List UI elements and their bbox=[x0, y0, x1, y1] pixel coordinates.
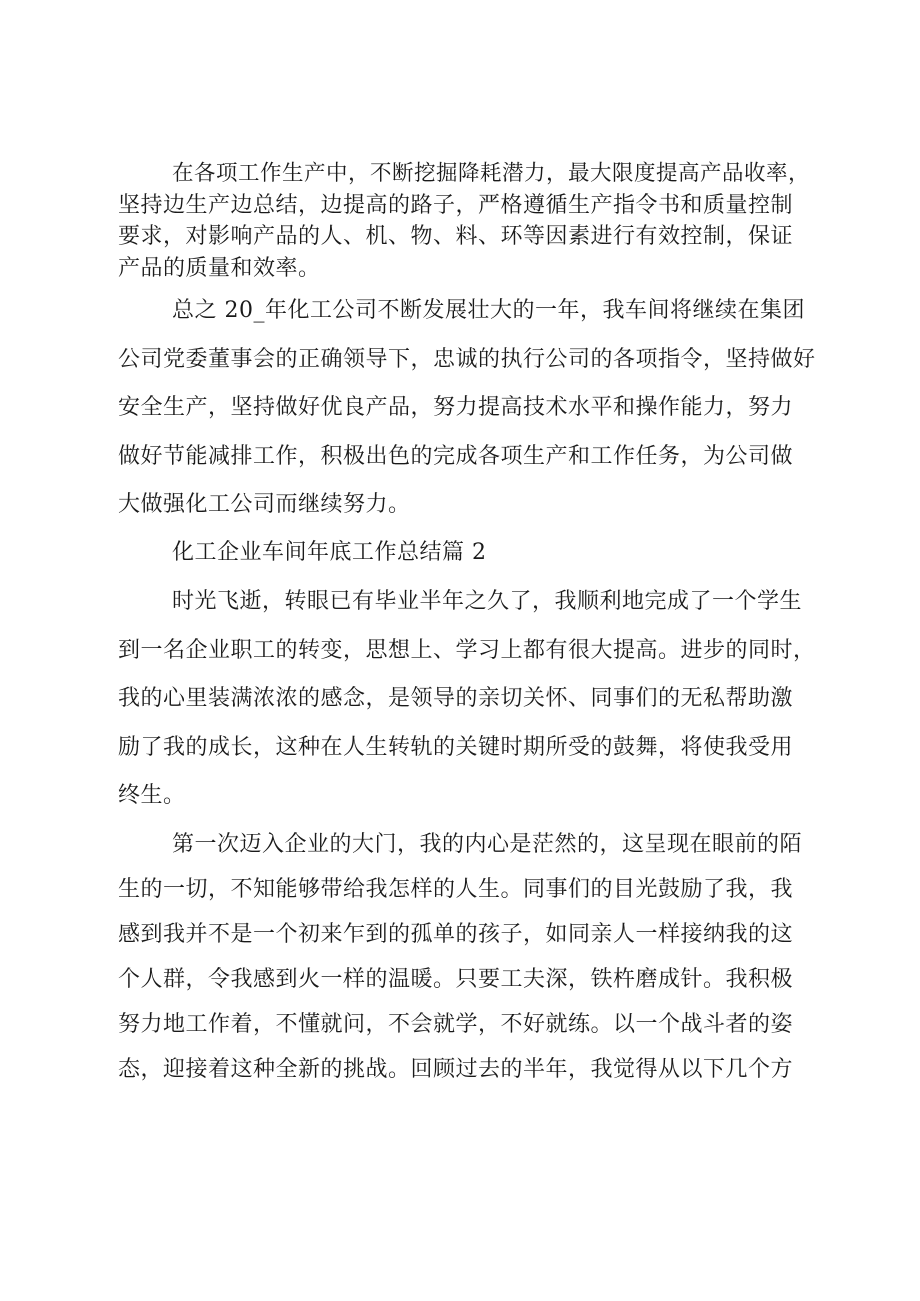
text-line: 产品的质量和效率。 bbox=[118, 255, 321, 281]
text-line: 公司党委董事会的正确领导下，忠诚的执行公司的各项指令，坚持做好 bbox=[118, 346, 816, 372]
section-heading bbox=[118, 535, 820, 584]
paragraph-production-efficiency bbox=[118, 158, 820, 284]
text-line: 励了我的成长，这种在人生转轨的关键时期所受的鼓舞，将使我受用 bbox=[118, 734, 794, 760]
text-line: 态，迎接着这种全新的挑战。回顾过去的半年，我觉得从以下几个方 bbox=[118, 1057, 794, 1082]
paragraph-first-day bbox=[118, 827, 820, 1097]
text-line: 第一次迈入企业的大门，我的内心是茫然的，这呈现在眼前的陌 bbox=[172, 832, 803, 857]
text-line: 安全生产，坚持做好优良产品，努力提高技术水平和操作能力，努力 bbox=[118, 395, 794, 420]
text-line: 生的一切，不知能够带给我怎样的人生。同事们的目光鼓励了我，我 bbox=[118, 877, 794, 902]
text-line: 终生。 bbox=[118, 783, 186, 808]
text-line: 个人群，令我感到火一样的温暖。只要工夫深，铁杵磨成针。我积极 bbox=[118, 967, 794, 992]
section-title: 化工企业车间年底工作总结篇 2 bbox=[172, 540, 487, 565]
text-line: 总之 20_年化工公司不断发展壮大的一年，我车间将继续在集团 bbox=[172, 298, 805, 323]
paragraph-time-flies bbox=[118, 584, 820, 827]
text-line: 努力地工作着，不懂就问，不会就学，不好就练。以一个战斗者的姿 bbox=[118, 1012, 794, 1037]
text-line: 在各项工作生产中，不断挖掘降耗潜力，最大限度提高产品收率， bbox=[172, 161, 811, 186]
text-line: 大做强化工公司而继续努力。 bbox=[118, 492, 411, 517]
text-line: 到一名企业职工的转变，思想上、学习上都有很大提高。进步的同时， bbox=[118, 637, 816, 663]
text-line: 我的心里装满浓浓的感念，是领导的亲切关怀、同事们的无私帮助激 bbox=[118, 686, 794, 711]
text-line: 坚持边生产边总结，边提高的路子，严格遵循生产指令书和质量控制 bbox=[118, 192, 794, 218]
paragraph-conclusion bbox=[118, 293, 820, 536]
text-line: 要求，对影响产品的人、机、物、料、环等因素进行有效控制，保证 bbox=[118, 224, 794, 249]
text-line: 做好节能减排工作，积极出色的完成各项生产和工作任务，为公司做 bbox=[118, 443, 794, 469]
text-line: 时光飞逝，转眼已有毕业半年之久了，我顺利地完成了一个学生 bbox=[172, 589, 803, 614]
text-line: 感到我并不是一个初来乍到的孤单的孩子，如同亲人一样接纳我的这 bbox=[118, 922, 794, 947]
